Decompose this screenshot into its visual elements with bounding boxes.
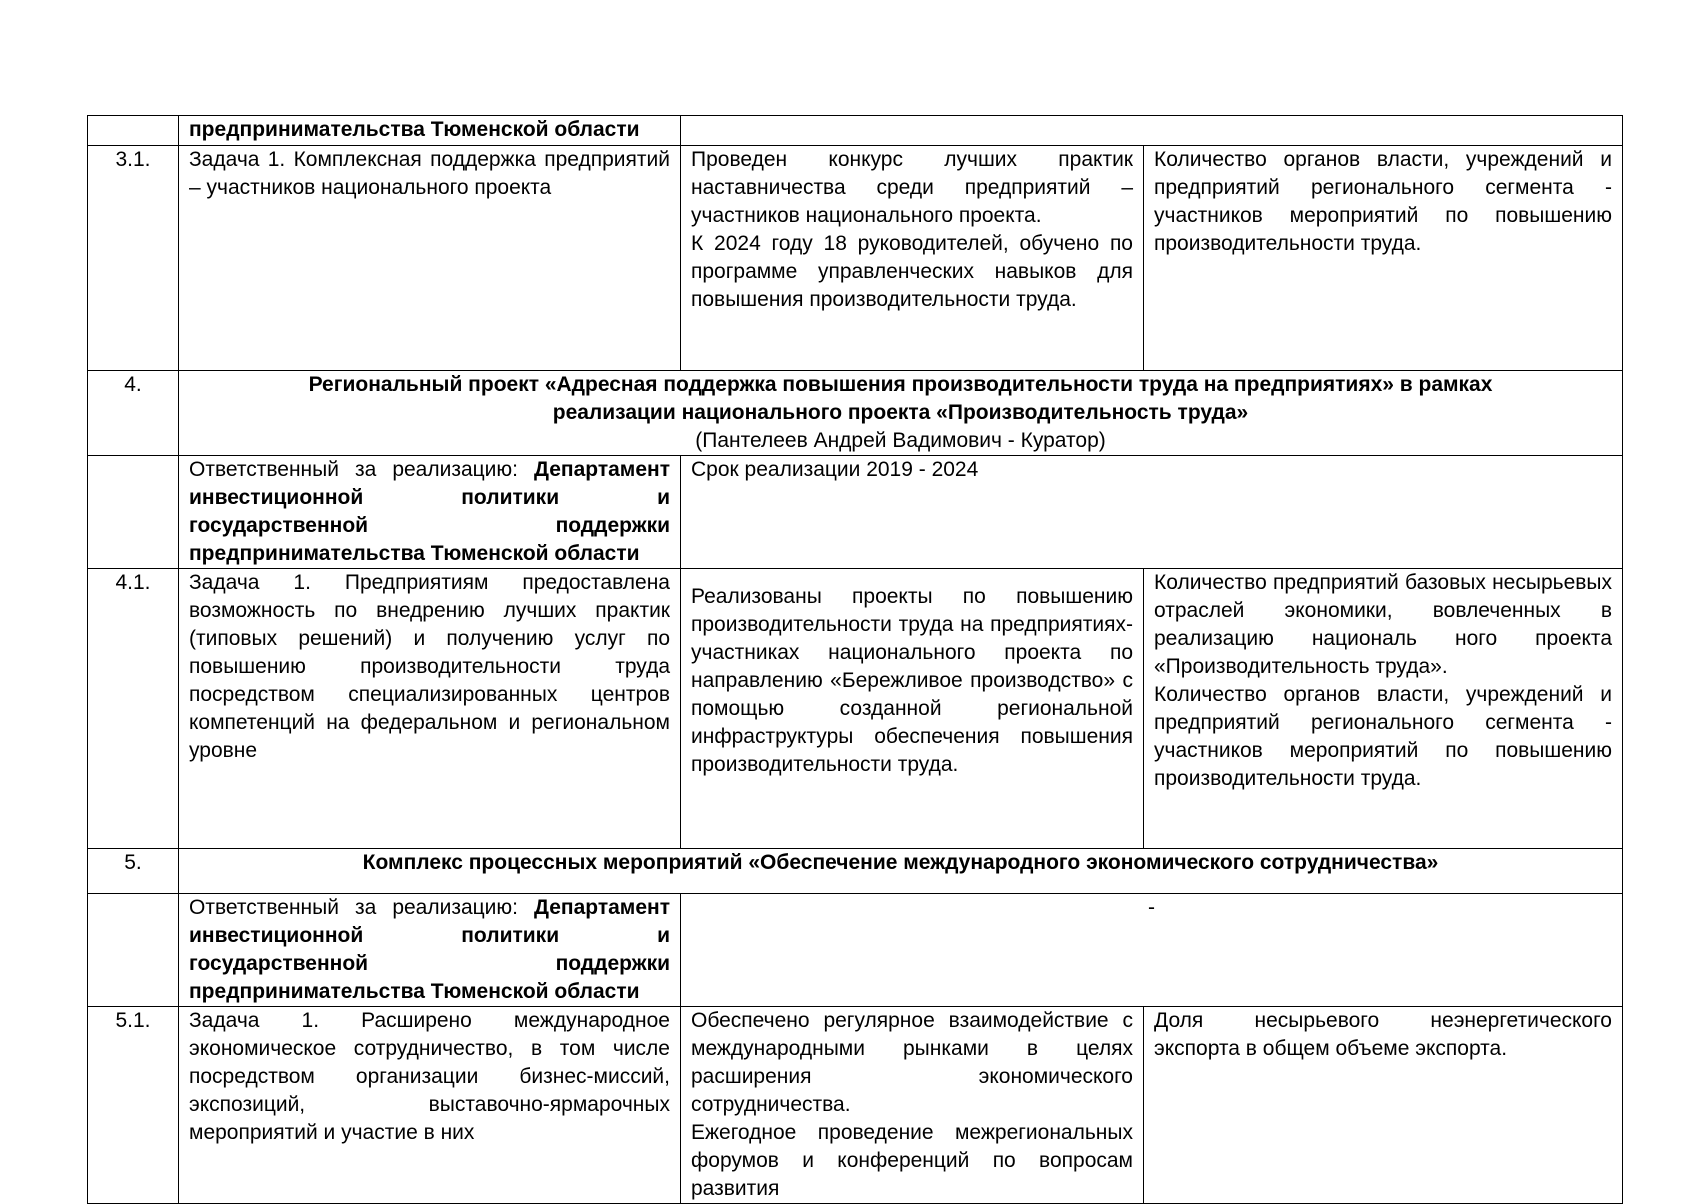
task-cell: Задача 1. Комплексная поддержка предприятий – участников национального проекта [179,146,681,371]
result-paragraph: Ежегодное проведение межрегиональных форумов и конференций по вопросам развития [691,1121,1133,1200]
responsible-cell [179,456,681,569]
row-number: 5. [88,849,179,894]
result-cell [681,1007,1144,1204]
table-row [88,1007,1623,1204]
table-row [88,456,1623,569]
task-cell: Задача 1. Расширено международное экономическое сотрудничество, в том числе посредством организации бизнес-миссий, экспозиций, выставочно-ярмарочных мероприятий и участие в них [179,1007,681,1204]
term-cell: - [681,894,1623,1007]
result-paragraph: К 2024 году 18 руководителей, обучено по программе управленческих навыков для повышения производительности труда. [691,232,1133,311]
table-row [88,146,1623,371]
project-curator: (Пантелеев Андрей Вадимович - Куратор) [695,429,1106,452]
table-row [88,371,1623,456]
project-title-cell [179,371,1623,456]
empty-cell [681,116,1623,146]
table-row [88,569,1623,849]
responsible-prefix: Ответственный за реализацию: [189,896,518,919]
indicator-paragraph: Количество органов власти, учреждений и предприятий регионального сегмента - участников мероприятий по повышению производительности труда. [1154,683,1612,790]
row-number-cell [88,456,179,569]
row-number: 3.1. [88,146,179,371]
table-row [88,116,1623,146]
row-number: 5.1. [88,1007,179,1204]
term-cell: Срок реализации 2019 - 2024 [681,456,1623,569]
program-table [87,115,1623,1204]
process-complex-title: Комплекс процессных мероприятий «Обеспечение международного экономического сотрудничества» [179,849,1623,894]
indicator-cell [1144,569,1623,849]
responsible-cell [179,894,681,1007]
indicator-cell: Доля несырьевого неэнергетического экспорта в общем объеме экспорта. [1144,1007,1623,1204]
indicator-paragraph: Количество предприятий базовых несырьевых отраслей экономики, вовлеченных в реализацию националь ного проекта «Производительность труда». [1154,571,1612,678]
project-title-line: реализации национального проекта «Производительность труда» [552,401,1249,424]
table-row [88,894,1623,1007]
responsible-dept-continuation: предпринимательства Тюменской области [179,116,681,146]
row-number-cell [88,116,179,146]
row-number-cell [88,894,179,1007]
responsible-prefix: Ответственный за реализацию: [189,458,518,481]
responsible-dept: Департамент инвестиционной политики и государственной поддержки предпринимательства Тюменской области [189,896,670,1003]
task-cell: Задача 1. Предприятиям предоставлена возможность по внедрению лучших практик (типовых решений) и получению услуг по повышению производительности труда посредством специализированных центров компетенций на федеральном и региональном уровне [179,569,681,849]
result-paragraph: Проведен конкурс лучших практик наставничества среди предприятий – участников национального проекта. [691,148,1133,227]
project-title-line: Региональный проект «Адресная поддержка повышения производительности труда на предприятиях» в рамках [308,373,1493,396]
result-paragraph: Обеспечено регулярное взаимодействие с международными рынками в целях расширения экономического сотрудничества. [691,1009,1133,1116]
row-number: 4. [88,371,179,456]
result-cell: Реализованы проекты по повышению производительности труда на предприятиях-участниках национального проекта по направлению «Бережливое производство» с помощью созданной региональной инфраструктуры обеспечения повышения производительности труда. [681,569,1144,849]
indicator-cell: Количество органов власти, учреждений и предприятий регионального сегмента - участников мероприятий по повышению производительности труда. [1144,146,1623,371]
row-number: 4.1. [88,569,179,849]
result-cell [681,146,1144,371]
responsible-dept: Департамент инвестиционной политики и государственной поддержки предпринимательства Тюменской области [189,458,670,565]
table-row [88,849,1623,894]
